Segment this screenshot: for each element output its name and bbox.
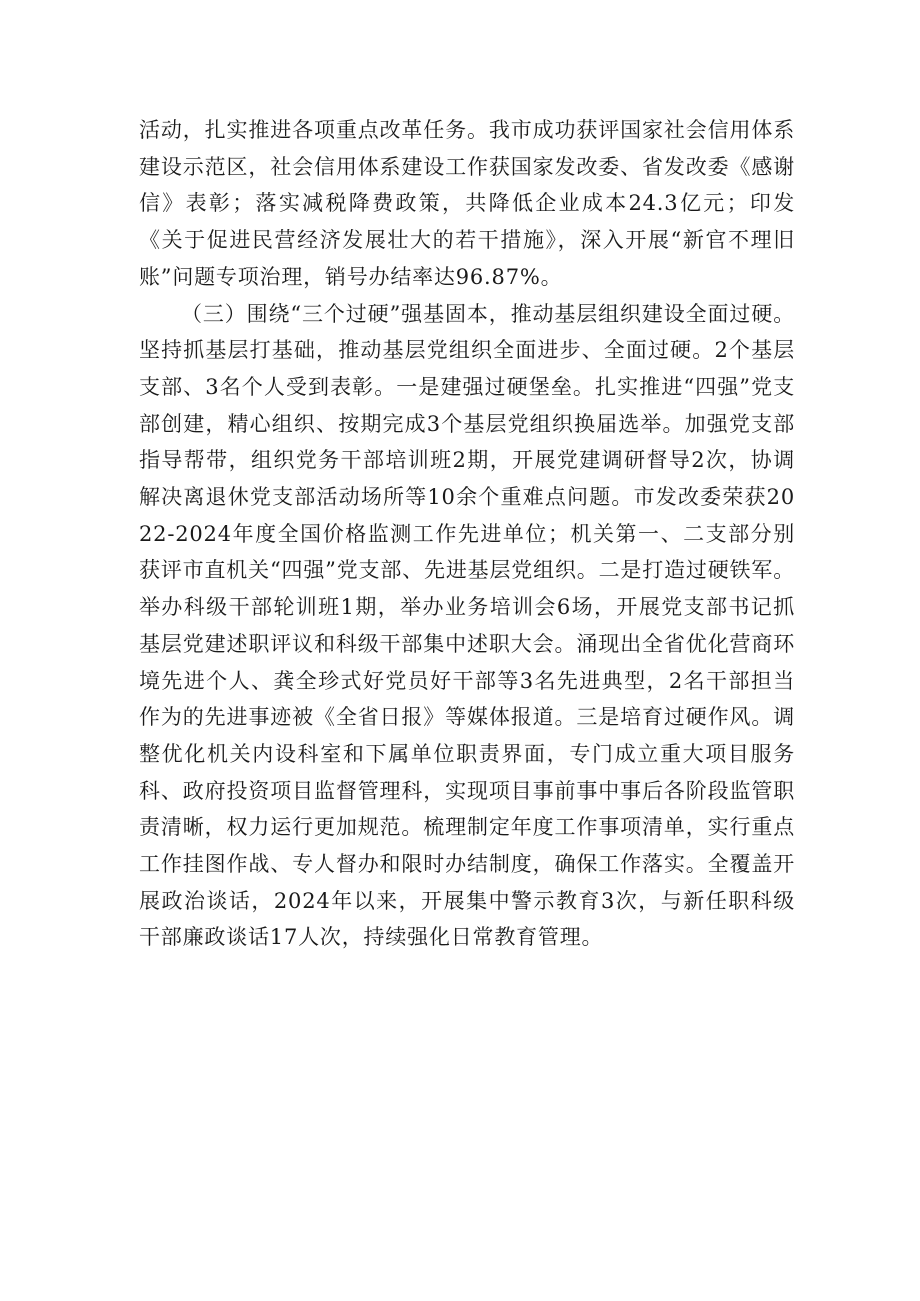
paragraph-grassroots-organization: （三）围绕“三个过硬”强基固本，推动基层组织建设全面过硬。坚持抓基层打基础，推动基层党组织全面进步、全面过硬。2个基层支部、3名个人受到表彰。一是建强过硬堡垒。扎实推进“四强”党支部创建，精心组织、按期完成3个基层党组织换届选举。加强党支部指导帮带，组织党务干部培训班2期，开展党建调研督导2次，协调解决离退休党支部活动场所等10余个重难点问题。市发改委荣获2022-2024年度全国价格监测工作先进单位；机关第一、二支部分别获评市直机关“四强”党支部、先进基层党组织。二是打造过硬铁军。举办科级干部轮训班1期，举办业务培训会6场，开展党支部书记抓基层党建述职评议和科级干部集中述职大会。涌现出全省优化营商环境先进个人、龚全珍式好党员好干部等3名先进典型，2名干部担当作为的先进事迹被《全省日报》等媒体报道。三是培育过硬作风。调整优化机关内设科室和下属单位职责界面，专门成立重大项目服务科、政府投资项目监督管理科，实现项目事前事中事后各阶段监管职责清晰，权力运行更加规范。梳理制定年度工作事项清单，实行重点工作挂图作战、专人督办和限时办结制度，确保工作落实。全覆盖开展政治谈话，2024年以来，开展集中警示教育3次，与新任职科级干部廉政谈话17人次，持续强化日常教育管理。	[139, 301, 795, 950]
document-body	[139, 112, 795, 956]
paragraph-reform-tasks: 活动，扎实推进各项重点改革任务。我市成功获评国家社会信用体系建设示范区，社会信用体系建设工作获国家发改委、省发改委《感谢信》表彰；落实减税降费政策，共降低企业成本24.3亿元；印发《关于促进民营经济发展壮大的若干措施》，深入开展“新官不理旧账”问题专项治理，销号办结率达96.87%。	[139, 118, 795, 289]
